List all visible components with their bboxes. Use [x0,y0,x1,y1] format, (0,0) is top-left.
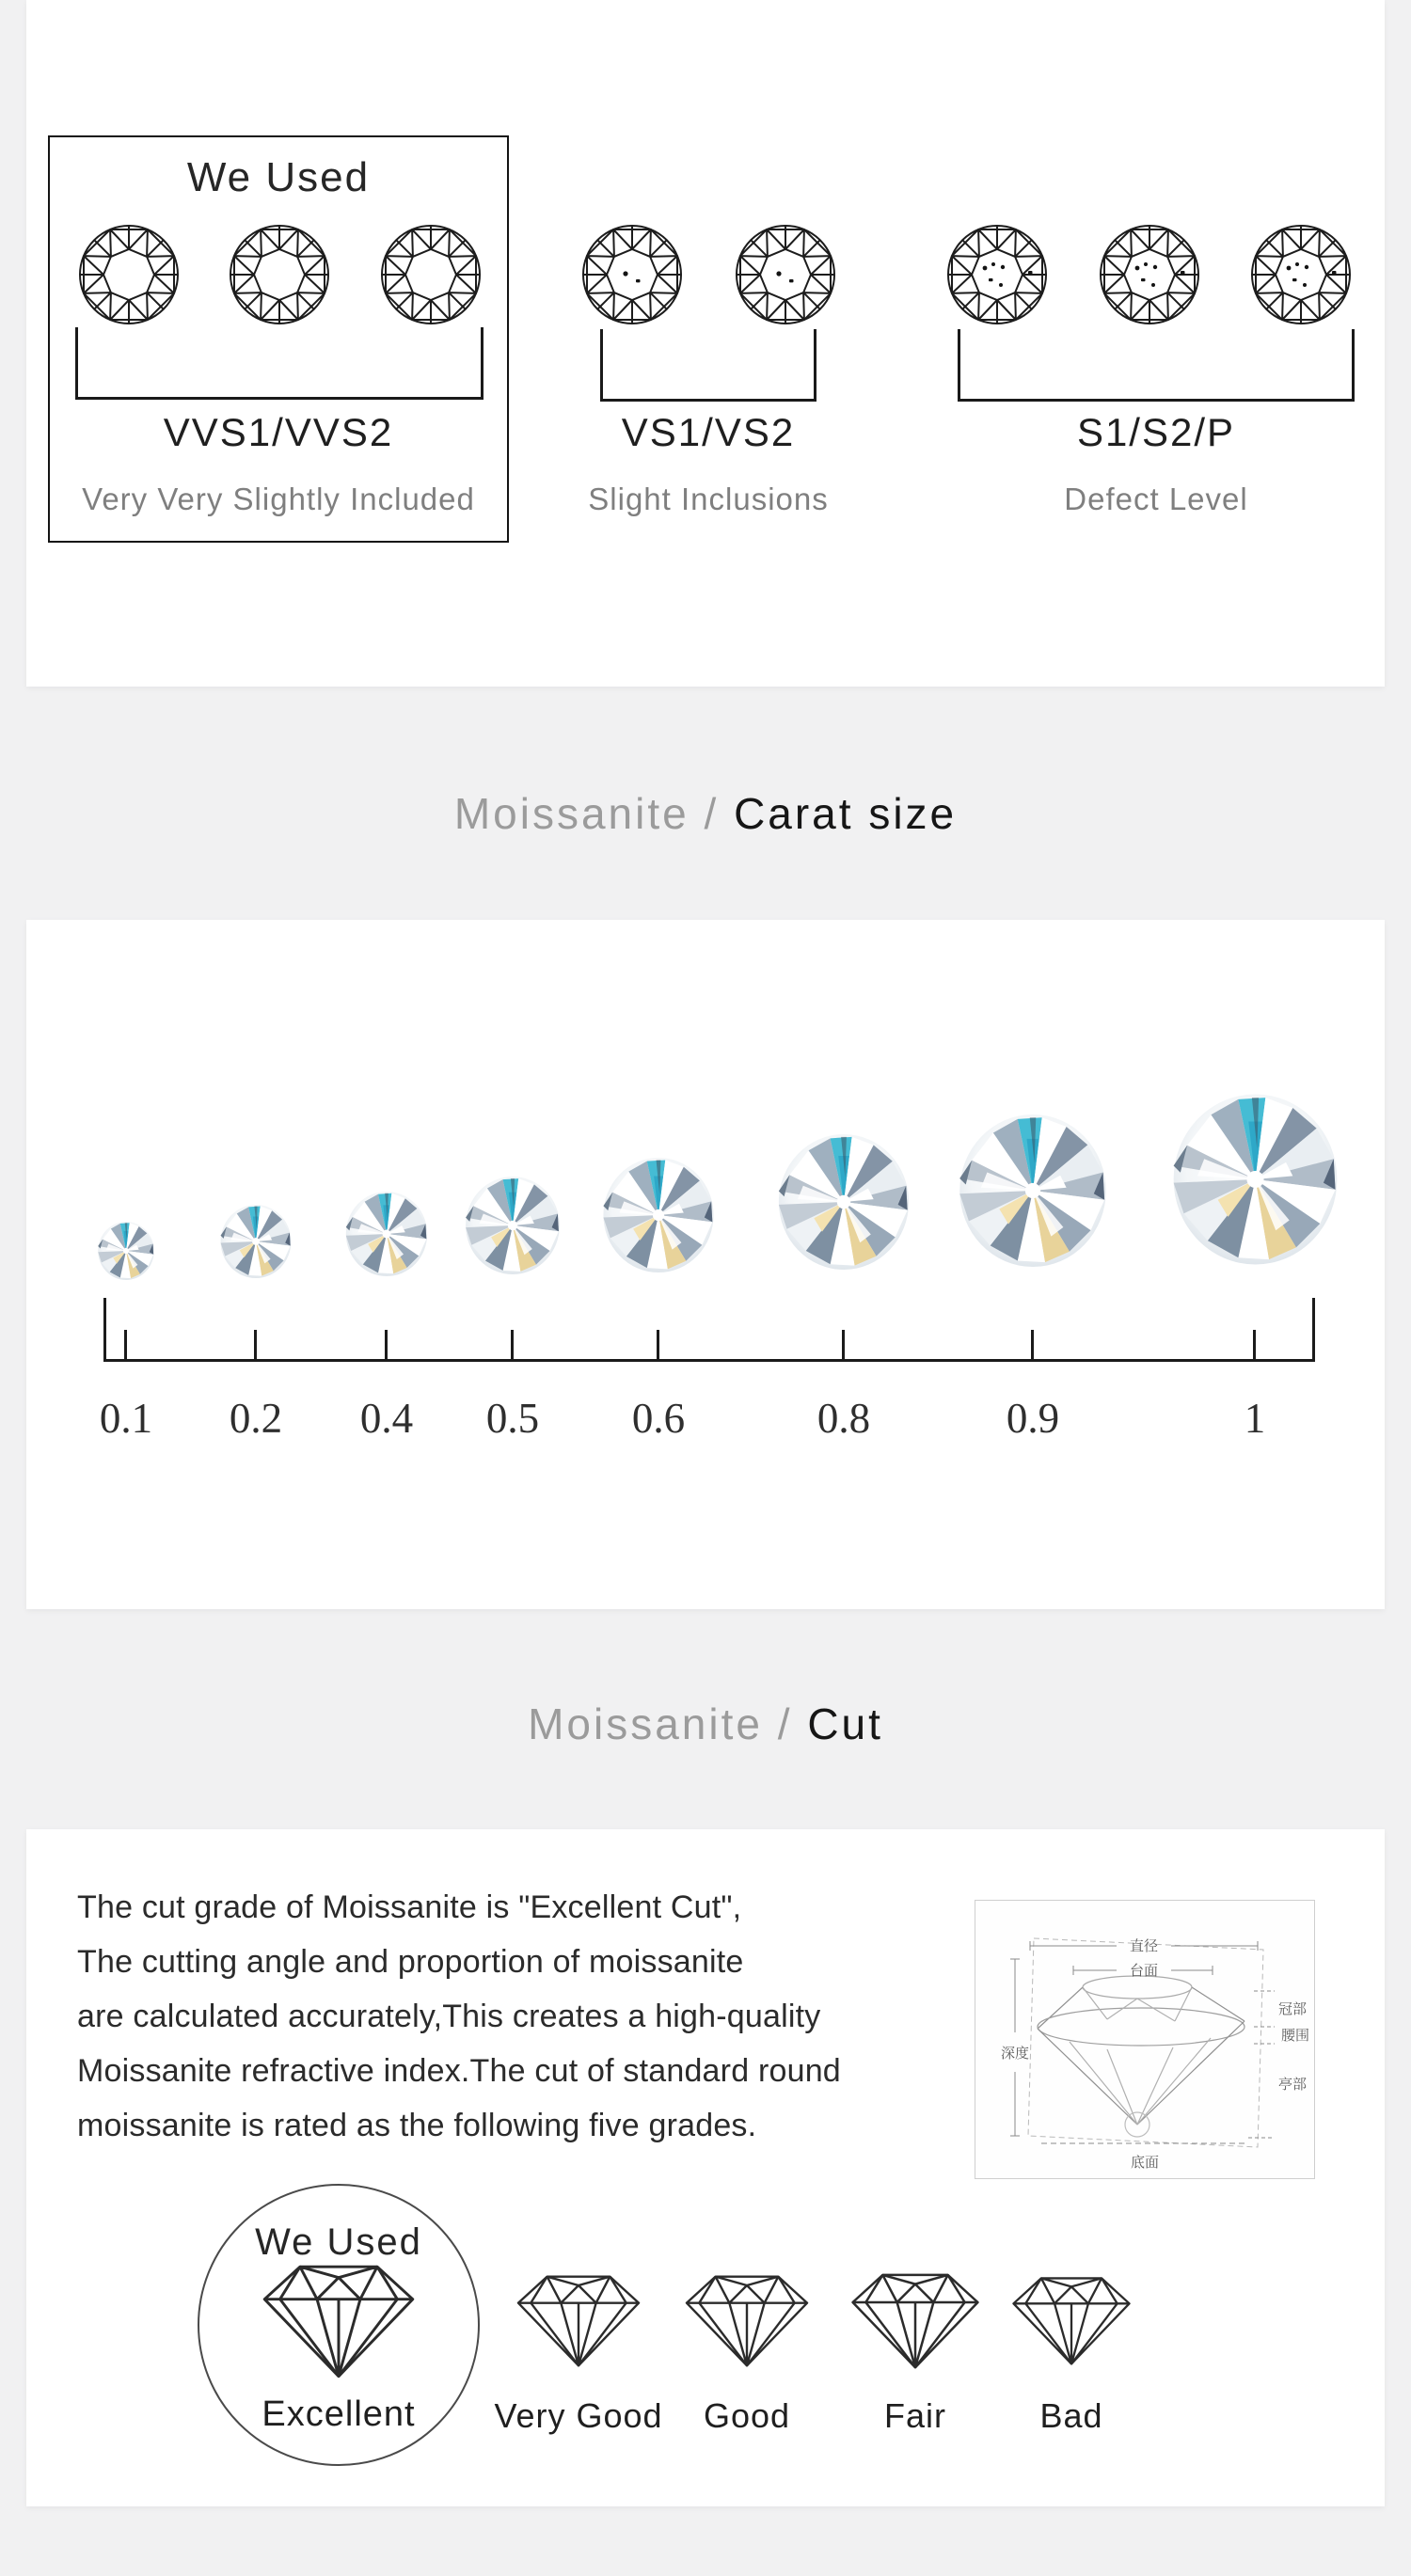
carat-size-label: 0.2 [229,1395,283,1442]
diamond-anatomy-sketch [975,1901,1316,2180]
cut-grade-very-good: Very Good [494,2396,663,2435]
ruler-end-tick-right [1312,1298,1315,1362]
ruler-tick [124,1330,127,1362]
vvs-grade-label: VVS1/VVS2 [163,410,394,454]
carat-gem-0.5 [464,1162,562,1288]
carat-size-label: 0.6 [631,1395,686,1442]
cut-paragraph-line: The cut grade of Moissanite is "Excellent Cut", [77,1889,742,1925]
carat-ruler-baseline [103,1359,1315,1362]
vvs-diamond-icon [77,223,181,326]
ruler-tick [511,1330,514,1362]
cut-paragraph-line: are calculated accurately,This creates a high-quality [77,1999,821,2034]
carat-section-title [0,788,1411,839]
carat-size-label: 0.4 [359,1395,414,1442]
ruler-tick [1253,1330,1256,1362]
diagram-label-culet: 底面 [1130,2154,1160,2171]
vvs-diamond-icon [228,223,331,326]
carat-title-prefix: Moissanite / [453,789,720,838]
carat-title-main: Carat size [734,789,958,838]
carat-size-label: 1 [1244,1395,1266,1442]
cut-we-used-label: We Used [255,2221,422,2263]
ruler-end-tick-left [103,1298,106,1362]
very-good-cut-diamond-icon [503,2270,654,2368]
ruler-tick [842,1330,845,1362]
carat-gem-0.8 [776,1115,912,1288]
si-diamond-icon [945,223,1049,326]
we-used-label: We Used [186,154,371,200]
diagram-label-crown: 冠部 [1277,2000,1308,2017]
cut-title-main: Cut [807,1699,883,1748]
cut-paragraph-line: Moissanite refractive index.The cut of standard round [77,2053,841,2089]
carat-gem-0.9 [957,1093,1109,1288]
carat-size-label: 0.8 [816,1395,871,1442]
cut-grade-fair: Fair [884,2396,946,2435]
vs-grade-description: Slight Inclusions [588,482,829,516]
si-diamond-icon [1249,223,1353,326]
ruler-tick [385,1330,388,1362]
cut-paragraph-line: moissanite is rated as the following five grades. [77,2108,757,2143]
carat-gem-0.2 [219,1194,293,1288]
si-grade-label: S1/S2/P [1076,410,1236,454]
vvs-grade-description: Very Very Slightly Included [82,482,475,516]
vs-diamond-icon [580,223,684,326]
vvs-diamond-icon [379,223,483,326]
good-cut-diamond-icon [672,2270,822,2368]
carat-size-label: 0.1 [99,1395,153,1442]
diagram-label-depth: 深度 [1000,2045,1030,2062]
diagram-label-table: 台面 [1129,1962,1159,1979]
cut-proportion-diagram [975,1900,1315,2179]
fair-cut-diamond-icon [840,2268,991,2370]
cut-paragraph-line: The cutting angle and proportion of moissanite [77,1944,744,1980]
ruler-tick [657,1330,659,1362]
vvs-bracket [75,327,484,400]
carat-size-label: 0.9 [1006,1395,1060,1442]
cut-title-prefix: Moissanite / [528,1699,793,1748]
carat-gem-0.1 [97,1213,155,1288]
si-diamond-icon [1098,223,1201,326]
bad-cut-diamond-icon [996,2272,1147,2366]
carat-gem-1 [1170,1070,1340,1288]
cut-section-title [0,1699,1411,1749]
carat-gem-0.4 [344,1179,429,1288]
cut-grade-bad: Bad [1039,2396,1103,2435]
cut-grade-excellent: Excellent [262,2394,416,2434]
vs-bracket [600,329,816,402]
diagram-label-pavilion: 亭部 [1277,2076,1308,2093]
vs-grade-label: VS1/VS2 [621,410,796,454]
ruler-tick [1031,1330,1034,1362]
excellent-cut-diamond-icon [245,2259,433,2379]
cut-grade-good: Good [703,2396,791,2435]
si-bracket [958,329,1355,402]
carat-gem-0.6 [601,1142,716,1288]
si-grade-description: Defect Level [1064,482,1248,516]
carat-size-label: 0.5 [485,1395,540,1442]
cut-paragraph [77,1880,841,2153]
diagram-label-diameter: 直径 [1129,1937,1159,1954]
vs-diamond-icon [734,223,837,326]
diagram-label-girdle: 腰围 [1280,2027,1310,2044]
ruler-tick [254,1330,257,1362]
